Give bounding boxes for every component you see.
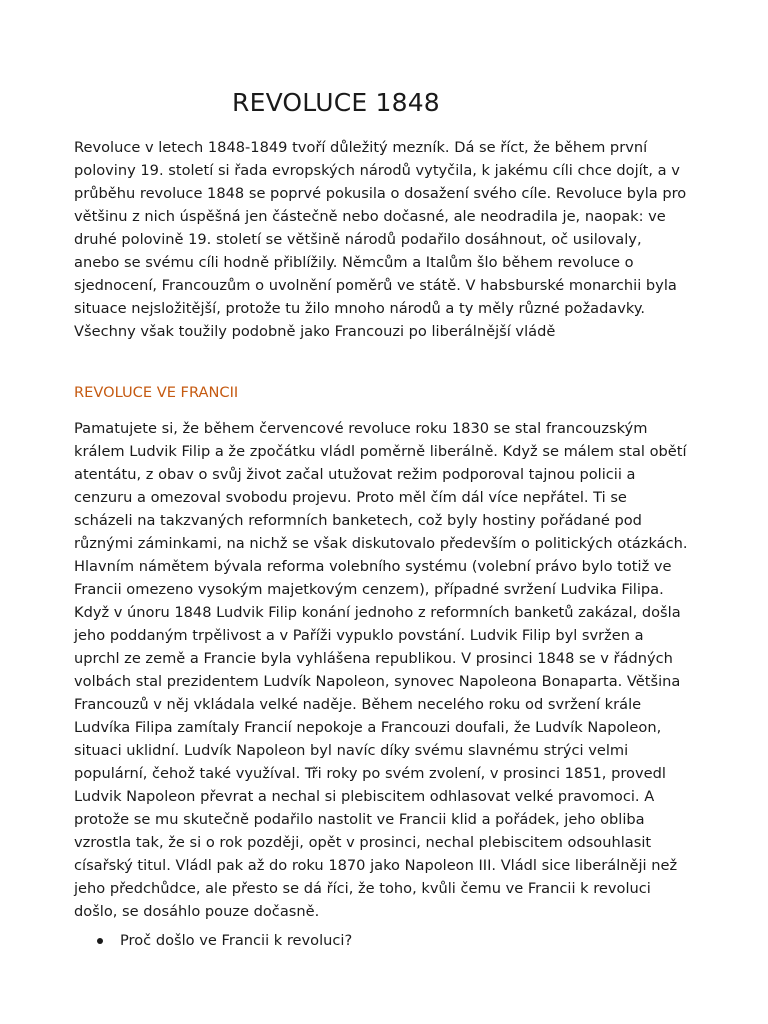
text-line: Když v únoru 1848 Ludvik Filip konání jednoho z reformních banketů zakázal, došla [74,604,681,621]
text-line: situaci uklidní. Ludvík Napoleon byl navíc díky svému slavnému strýci velmi [74,742,629,759]
text-line: Pamatujete si, že během červencové revoluce roku 1830 se stal francouzským [74,420,648,437]
text-line: Hlavním námětem bývala reforma volebního systému (volební právo bylo totiž ve [74,558,672,575]
text-line: druhé polovině 19. století se většině národů podařilo dosáhnout, oč usilovaly, [74,231,642,248]
section-paragraph [74,417,694,923]
bullet-dot-icon [97,938,103,944]
text-line: Všechny však toužily podobně jako Francouzi po liberálnější vládě [74,323,556,340]
text-line: Ludvik Napoleon převrat a nechal si plebiscitem odhlasovat velké pravomoci. A [74,788,655,805]
question-text: Proč došlo ve Francii k revoluci? [120,932,353,949]
text-line: populární, čehož také využíval. Tři roky po svém zvolení, v prosinci 1851, provedl [74,765,666,782]
section-heading: REVOLUCE VE FRANCII [74,384,239,401]
text-line: průběhu revoluce 1848 se poprvé pokusila o dosažení svého cíle. Revoluce byla pro [74,185,687,202]
text-line: sjednocení, Francouzům o uvolnění poměrů ve státě. V habsburské monarchii byla [74,277,677,294]
text-line: většinu z nich úspěšná jen částečně nebo dočasné, ale neodradila je, naopak: ve [74,208,666,225]
intro-paragraph [74,136,694,343]
text-line: Francouzů v něj vkládala velké naděje. Během necelého roku od svržení krále [74,696,642,713]
text-line: Ludvíka Filipa zamítaly Francií nepokoje a Francouzi doufali, že Ludvík Napoleon, [74,719,662,736]
text-line: volbách stal prezidentem Ludvík Napoleon, synovec Napoleona Bonaparta. Většina [74,673,681,690]
text-line: došlo, se dosáhlo pouze dočasně. [74,903,320,920]
text-line: atentátu, z obav o svůj život začal utužovat režim podporoval tajnou policii a [74,466,636,483]
text-line: králem Ludvik Filip a že zpočátku vládl poměrně liberálně. Když se málem stal obětí [74,443,687,460]
text-line: cenzuru a omezoval svobodu projevu. Proto měl čím dál více nepřátel. Ti se [74,489,627,506]
bullet-list [74,929,352,952]
list-item [74,929,352,952]
text-line: poloviny 19. století si řada evropských národů vytyčila, k jakému cíli chce dojít, a v [74,162,680,179]
text-line: Francii omezeno vysokým majetkovým cenzem), případné svržení Ludvika Filipa. [74,581,664,598]
text-line: císařský titul. Vládl pak až do roku 1870 jako Napoleon III. Vládl sice liberálněji než [74,857,678,874]
text-line: scházeli na takzvaných reformních banketech, což byly hostiny pořádané pod [74,512,642,529]
text-line: Revoluce v letech 1848-1849 tvoří důležitý mezník. Dá se říct, že během první [74,139,648,156]
text-line: jeho poddaným trpělivost a v Paříži vypuklo povstání. Ludvik Filip byl svržen a [74,627,644,644]
text-line: situace nejsložitější, protože tu žilo mnoho národů a ty měly různé požadavky. [74,300,646,317]
page-title: REVOLUCE 1848 [232,88,440,117]
text-line: uprchl ze země a Francie byla vyhlášena republikou. V prosinci 1848 se v řádných [74,650,673,667]
text-line: různými záminkami, na nichž se však diskutovalo především o politických otázkách. [74,535,688,552]
text-line: anebo se svému cíli hodně přiblížily. Němcům a Italům šlo během revoluce o [74,254,634,271]
text-line: vzrostla tak, že si o rok později, opět v prosinci, nechal plebiscitem odsouhlasit [74,834,652,851]
text-line: jeho předchůdce, ale přesto se dá říci, že toho, kvůli čemu ve Francii k revoluci [74,880,651,897]
text-line: protože se mu skutečně podařilo nastolit ve Francii klid a pořádek, jeho obliba [74,811,645,828]
